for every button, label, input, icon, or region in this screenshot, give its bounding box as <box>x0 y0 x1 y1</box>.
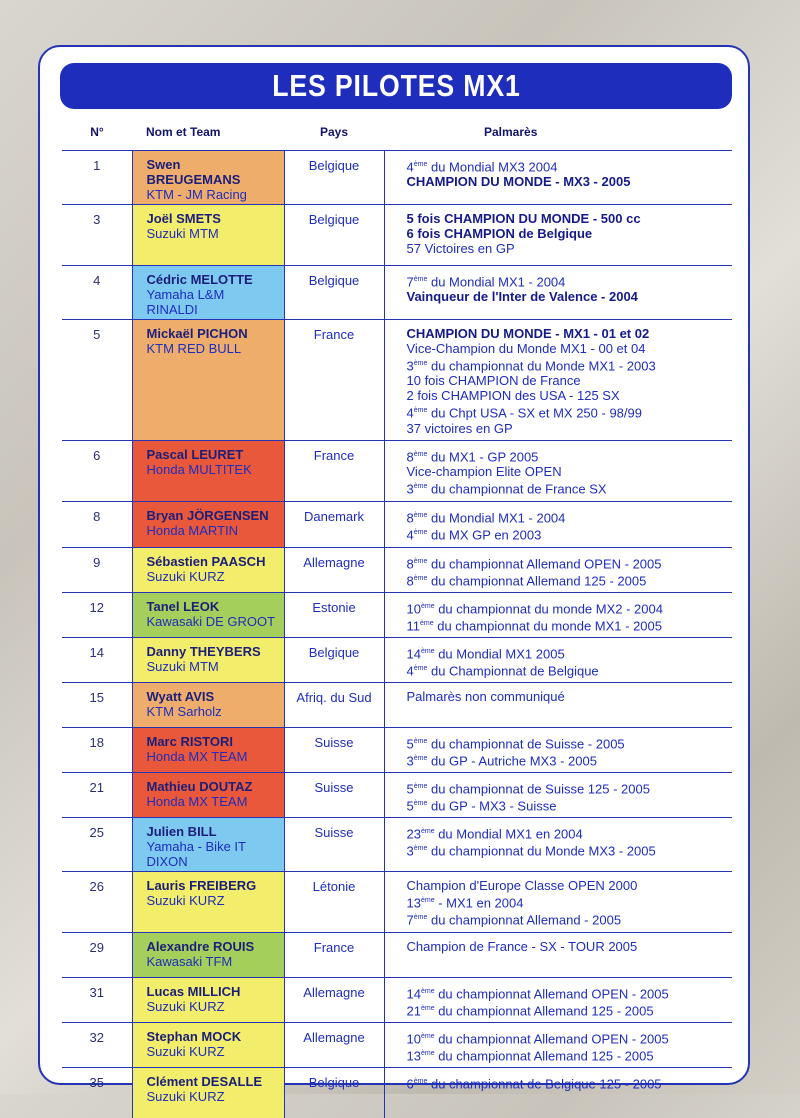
palmares-line <box>407 571 729 588</box>
table-row <box>62 978 732 1023</box>
palmares-text: du championnat de Belgique 125 - 2005 <box>427 1076 662 1092</box>
palmares-rank-suffix: ème <box>413 407 428 415</box>
palmares-text: 5 fois CHAMPION DU MONDE - 500 cc <box>406 211 641 226</box>
table-row <box>62 441 732 502</box>
palmares-line <box>407 1046 729 1063</box>
pilot-name-cell <box>132 933 284 978</box>
pilot-name: Alexandre ROUIS <box>146 939 255 954</box>
pilot-country: Danemark <box>284 502 384 548</box>
palmares-rank: 3 <box>406 843 414 859</box>
palmares-rank: 11 <box>406 618 420 634</box>
pilot-country: Suisse <box>284 773 384 818</box>
pilot-palmares <box>384 728 732 773</box>
table-row <box>62 933 732 978</box>
pilot-team: Honda MARTIN <box>146 523 239 538</box>
palmares-rank-suffix: ème <box>420 1005 435 1013</box>
pilot-name: Sébastien PAASCH <box>146 554 266 569</box>
pilot-name: Pascal LEURET <box>146 447 244 462</box>
pilot-palmares <box>384 593 732 638</box>
palmares-line <box>407 599 729 616</box>
table-row <box>62 548 732 593</box>
palmares-line <box>407 1029 729 1046</box>
pilot-country: Belgique <box>284 638 384 683</box>
palmares-line <box>407 525 729 542</box>
palmares-rank-suffix: ème <box>413 575 428 583</box>
palmares-text: du championnat de France SX <box>427 481 607 497</box>
pilot-team: Suzuki KURZ <box>146 1044 225 1059</box>
palmares-text: du MX1 - GP 2005 <box>427 449 539 465</box>
palmares-line <box>407 1001 729 1018</box>
pilot-palmares <box>384 818 732 872</box>
pilot-team: Suzuki MTM <box>146 226 219 241</box>
palmares-line <box>407 403 729 420</box>
palmares-line <box>407 157 729 174</box>
pilot-team: Yamaha L&M RINALDI <box>146 287 225 317</box>
palmares-line <box>407 272 729 289</box>
pilot-name-cell <box>132 978 284 1023</box>
pilot-team: Kawasaki TFM <box>146 954 233 969</box>
palmares-text: Palmarès non communiqué <box>406 689 565 704</box>
palmares-text: du championnat du Monde MX1 - 2003 <box>427 358 656 374</box>
palmares-line <box>407 661 729 678</box>
palmares-rank-suffix: ème <box>413 665 428 673</box>
pilot-team: KTM - JM Racing <box>146 187 247 202</box>
palmares-line <box>407 388 729 403</box>
palmares-line <box>407 644 729 661</box>
palmares-rank-suffix: ème <box>413 512 428 519</box>
palmares-rank: 13 <box>406 895 421 911</box>
pilot-name: Mickaël PICHON <box>146 326 248 341</box>
pilot-name: Cédric MELOTTE <box>146 272 253 287</box>
pilot-palmares <box>384 872 732 933</box>
pilot-team: Suzuki KURZ <box>146 999 225 1014</box>
palmares-line <box>407 616 729 633</box>
table-row <box>62 872 732 933</box>
palmares-text: Champion d'Europe Classe OPEN 2000 <box>406 878 638 893</box>
pilot-country: Belgique <box>284 151 384 205</box>
pilot-palmares <box>384 773 732 818</box>
palmares-line <box>407 893 729 910</box>
palmares-rank: 5 <box>406 736 414 752</box>
palmares-rank-suffix: ème <box>420 1050 435 1058</box>
pilot-name: Clément DESALLE <box>146 1074 263 1089</box>
pilot-team: Honda MULTITEK <box>146 462 252 477</box>
palmares-text: du championnat de Suisse 125 - 2005 <box>427 781 650 797</box>
palmares-rank-suffix: ème <box>413 483 428 491</box>
palmares-rank-suffix: ème <box>413 276 428 283</box>
pilot-palmares <box>384 441 732 502</box>
pilot-name-cell <box>132 266 284 320</box>
pilot-team: Yamaha - Bike IT DIXON <box>146 839 246 869</box>
pilot-name: Bryan JÖRGENSEN <box>146 508 269 523</box>
pilot-palmares <box>384 1023 732 1068</box>
pilot-country: Allemagne <box>284 548 384 593</box>
pilot-palmares <box>384 933 732 978</box>
palmares-line <box>407 841 729 858</box>
palmares-line <box>407 479 729 496</box>
pilot-number: 5 <box>62 320 132 441</box>
palmares-rank: 14 <box>406 646 421 662</box>
palmares-rank: 21 <box>406 1003 421 1019</box>
palmares-rank: 4 <box>406 663 414 679</box>
pilot-palmares <box>384 205 732 266</box>
palmares-line <box>407 508 729 525</box>
palmares-rank-suffix: ème <box>413 161 428 168</box>
palmares-rank-suffix: ème <box>413 914 428 922</box>
palmares-rank-suffix: ème <box>413 738 428 745</box>
palmares-rank-suffix: ème <box>420 897 435 904</box>
pilot-country: Belgique <box>284 1068 384 1118</box>
palmares-text: du MX GP en 2003 <box>427 527 542 543</box>
pilot-palmares <box>384 1068 732 1118</box>
table-row <box>62 683 732 728</box>
palmares-text: du GP - Autriche MX3 - 2005 <box>427 753 597 769</box>
pilot-name-cell <box>132 683 284 728</box>
pilots-card <box>38 45 750 1104</box>
palmares-rank: 5 <box>406 781 414 797</box>
pilot-country: Suisse <box>284 728 384 773</box>
header-num: N° <box>62 114 132 151</box>
pilot-palmares <box>384 151 732 205</box>
pilot-number: 35 <box>89 1075 104 1090</box>
palmares-text: du championnat du monde MX1 - 2005 <box>433 618 662 634</box>
pilot-number: 6 <box>62 441 132 502</box>
pilot-country: France <box>284 441 384 502</box>
pilot-country: Létonie <box>284 872 384 933</box>
pilot-team: KTM Sarholz <box>146 704 222 719</box>
palmares-line <box>407 326 729 341</box>
table-row <box>62 151 732 205</box>
palmares-rank-suffix: ème <box>420 1033 435 1040</box>
palmares-line <box>407 211 729 226</box>
palmares-text: du championnat Allemand OPEN - 2005 <box>434 986 669 1002</box>
palmares-rank: 23 <box>406 826 421 842</box>
palmares-text: du championnat Allemand 125 - 2005 <box>434 1048 654 1064</box>
palmares-line <box>407 421 729 436</box>
palmares-text: du championnat de Suisse - 2005 <box>427 736 625 752</box>
table-row <box>62 1068 732 1118</box>
pilot-country: Belgique <box>284 266 384 320</box>
palmares-text: du championnat Allemand 125 - 2005 <box>434 1003 654 1019</box>
palmares-text: du championnat Allemand 125 - 2005 <box>427 573 647 589</box>
pilot-palmares <box>384 683 732 728</box>
pilots-table <box>62 114 732 1118</box>
pilot-palmares <box>384 548 732 593</box>
palmares-rank: 4 <box>406 159 414 175</box>
palmares-text: 10 fois CHAMPION de France <box>406 373 581 389</box>
table-row <box>62 773 732 818</box>
palmares-rank-suffix: ème <box>413 800 428 808</box>
palmares-text: 57 Victoires en GP <box>406 241 515 256</box>
palmares-line <box>407 796 729 813</box>
page-title: LES PILOTES MX1 <box>271 68 521 103</box>
pilot-name-cell <box>132 1023 284 1068</box>
palmares-text: CHAMPION DU MONDE - MX1 - 01 et 02 <box>406 326 650 341</box>
table-row <box>62 593 732 638</box>
pilot-team: KTM RED BULL <box>146 341 242 356</box>
pilot-name: Joël SMETS <box>146 211 221 226</box>
pilot-number: 4 <box>62 266 132 320</box>
palmares-text: 6 fois CHAMPION de Belgique <box>406 226 593 241</box>
palmares-line <box>407 984 729 1001</box>
pilot-number: 21 <box>62 773 132 818</box>
table-header-row <box>62 114 732 151</box>
pilot-number: 3 <box>62 205 132 266</box>
palmares-rank-suffix: ème <box>420 620 434 628</box>
table-row <box>62 320 732 441</box>
palmares-rank-suffix: ème <box>413 1078 428 1085</box>
palmares-line <box>407 554 729 571</box>
pilot-palmares <box>384 638 732 683</box>
palmares-line <box>407 910 729 927</box>
pilot-name-cell <box>132 818 284 872</box>
palmares-text: 2 fois CHAMPION des USA - 125 SX <box>406 388 620 404</box>
table-row <box>62 638 732 683</box>
pilot-name: Swen BREUGEMANS <box>146 157 241 187</box>
palmares-rank-suffix: ème <box>420 603 435 610</box>
palmares-rank-suffix: ème <box>413 529 428 537</box>
pilot-name-cell <box>132 638 284 683</box>
table-row <box>62 205 732 266</box>
palmares-line <box>407 824 729 841</box>
pilot-number: 9 <box>62 548 132 593</box>
pilot-team: Suzuki KURZ <box>146 569 225 584</box>
palmares-line <box>407 689 729 704</box>
palmares-text: du Chpt USA - SX et MX 250 - 98/99 <box>427 405 642 421</box>
pilot-name: Julien BILL <box>146 824 217 839</box>
pilot-name: Marc RISTORI <box>146 734 233 749</box>
palmares-line <box>407 226 729 241</box>
pilot-name: Danny THEYBERS <box>146 644 261 659</box>
pilot-name-cell <box>132 1068 284 1118</box>
pilot-name-cell <box>132 593 284 638</box>
pilot-name: Mathieu DOUTAZ <box>146 779 253 794</box>
pilot-palmares <box>384 502 732 548</box>
palmares-rank-suffix: ème <box>413 360 428 367</box>
palmares-text: du championnat du Monde MX3 - 2005 <box>427 843 656 859</box>
palmares-line <box>407 447 729 464</box>
palmares-line <box>407 373 729 388</box>
palmares-rank-suffix: ème <box>420 988 435 995</box>
palmares-rank: 3 <box>406 358 414 374</box>
pilot-name-cell <box>132 728 284 773</box>
pilot-country: Allemagne <box>284 978 384 1023</box>
pilot-name: Lauris FREIBERG <box>146 878 257 893</box>
palmares-rank: 8 <box>406 573 414 589</box>
pilot-number: 26 <box>62 872 132 933</box>
palmares-rank: 13 <box>406 1048 421 1064</box>
palmares-line <box>407 356 729 373</box>
palmares-rank-suffix: ème <box>420 648 435 655</box>
table-row <box>62 818 732 872</box>
palmares-rank: 14 <box>406 986 421 1002</box>
pilot-country: Allemagne <box>284 1023 384 1068</box>
header-palmares: Palmarès <box>384 114 732 151</box>
palmares-text: Vainqueur de l'Inter de Valence - 2004 <box>406 289 638 305</box>
pilot-country: France <box>284 933 384 978</box>
palmares-rank: 10 <box>406 1031 421 1047</box>
palmares-rank-suffix: ème <box>413 755 428 763</box>
palmares-rank-suffix: ème <box>413 783 428 790</box>
pilot-name-cell <box>132 441 284 502</box>
palmares-rank: 6 <box>406 1076 414 1092</box>
palmares-text: du Mondial MX1 - 2004 <box>427 274 566 290</box>
pilot-name: Stephan MOCK <box>146 1029 242 1044</box>
table-row <box>62 1023 732 1068</box>
palmares-rank-suffix: ème <box>413 845 428 853</box>
palmares-text: du Mondial MX1 2005 <box>434 646 565 662</box>
palmares-text: du championnat du monde MX2 - 2004 <box>434 601 663 617</box>
header-name: Nom et Team <box>132 114 284 151</box>
palmares-line <box>407 779 729 796</box>
palmares-line <box>407 939 729 954</box>
pilot-number: 18 <box>62 728 132 773</box>
palmares-text: du Mondial MX1 en 2004 <box>434 826 583 842</box>
palmares-text: - MX1 en 2004 <box>434 895 524 911</box>
pilot-number: 15 <box>62 683 132 728</box>
pilot-name: Tanel LEOK <box>146 599 220 614</box>
pilot-country: Suisse <box>284 818 384 872</box>
palmares-rank: 3 <box>406 753 414 769</box>
palmares-line <box>407 878 729 893</box>
pilot-palmares <box>384 320 732 441</box>
palmares-text: du Mondial MX1 - 2004 <box>427 510 566 526</box>
pilot-number: 8 <box>62 502 132 548</box>
palmares-rank-suffix: ème <box>413 451 428 458</box>
pilot-name-cell <box>132 872 284 933</box>
palmares-line <box>407 464 729 479</box>
palmares-rank: 8 <box>406 510 414 526</box>
pilot-name-cell <box>132 773 284 818</box>
pilot-name-cell <box>132 320 284 441</box>
pilot-number: 12 <box>62 593 132 638</box>
palmares-rank: 7 <box>406 912 414 928</box>
palmares-rank: 5 <box>406 798 414 814</box>
palmares-text: CHAMPION DU MONDE - MX3 - 2005 <box>406 174 631 190</box>
pilot-team: Suzuki MTM <box>146 659 219 674</box>
pilot-country: Estonie <box>284 593 384 638</box>
pilot-number: 14 <box>62 638 132 683</box>
pilot-name: Wyatt AVIS <box>146 689 215 704</box>
table-row <box>62 502 732 548</box>
table-row <box>62 266 732 320</box>
palmares-rank: 4 <box>406 527 414 543</box>
title-banner <box>60 63 732 109</box>
pilot-country: France <box>284 320 384 441</box>
pilot-team: Honda MX TEAM <box>146 794 248 809</box>
pilot-number: 31 <box>62 978 132 1023</box>
pilot-country: Belgique <box>284 205 384 266</box>
palmares-text: Champion de France - SX - TOUR 2005 <box>406 939 638 954</box>
pilot-name-cell <box>132 548 284 593</box>
palmares-line <box>407 289 729 304</box>
pilot-palmares <box>384 266 732 320</box>
palmares-rank: 8 <box>406 556 414 572</box>
pilot-number: 1 <box>62 151 132 205</box>
palmares-line <box>407 341 729 356</box>
palmares-rank: 10 <box>406 601 421 617</box>
palmares-rank-suffix: ème <box>420 828 435 835</box>
pilot-number: 32 <box>62 1023 132 1068</box>
pilot-team: Suzuki KURZ <box>146 893 225 908</box>
pilot-country: Afriq. du Sud <box>284 683 384 728</box>
palmares-line <box>407 734 729 751</box>
palmares-line <box>407 241 729 256</box>
palmares-rank: 8 <box>406 449 414 465</box>
palmares-text: du championnat Allemand - 2005 <box>427 912 622 928</box>
palmares-rank: 7 <box>406 274 414 290</box>
palmares-text: Vice-Champion du Monde MX1 - 00 et 04 <box>406 341 646 356</box>
pilot-name-cell <box>132 205 284 266</box>
pilot-name: Lucas MILLICH <box>146 984 241 999</box>
pilot-team: Kawasaki DE GROOT <box>146 614 276 629</box>
palmares-text: du championnat Allemand OPEN - 2005 <box>427 556 662 572</box>
palmares-text: du Mondial MX3 2004 <box>427 159 558 175</box>
pilot-number: 29 <box>62 933 132 978</box>
pilot-team: Suzuki KURZ <box>146 1089 225 1104</box>
pilot-palmares <box>384 978 732 1023</box>
palmares-rank-suffix: ème <box>413 558 428 565</box>
palmares-line <box>407 174 729 189</box>
palmares-text: du GP - MX3 - Suisse <box>427 798 557 814</box>
palmares-text: du Championnat de Belgique <box>427 663 599 679</box>
palmares-text: Vice-champion Elite OPEN <box>406 464 562 480</box>
pilot-name-cell <box>132 151 284 205</box>
palmares-text: 37 victoires en GP <box>406 420 513 436</box>
palmares-rank: 3 <box>406 481 414 497</box>
pilot-team: Honda MX TEAM <box>146 749 248 764</box>
pilot-number: 25 <box>62 818 132 872</box>
palmares-line <box>407 751 729 768</box>
header-pays: Pays <box>284 114 384 151</box>
palmares-text: du championnat Allemand OPEN - 2005 <box>434 1031 669 1047</box>
pilot-name-cell <box>132 502 284 548</box>
palmares-line <box>407 1074 729 1091</box>
table-row <box>62 728 732 773</box>
palmares-rank: 4 <box>406 405 414 421</box>
